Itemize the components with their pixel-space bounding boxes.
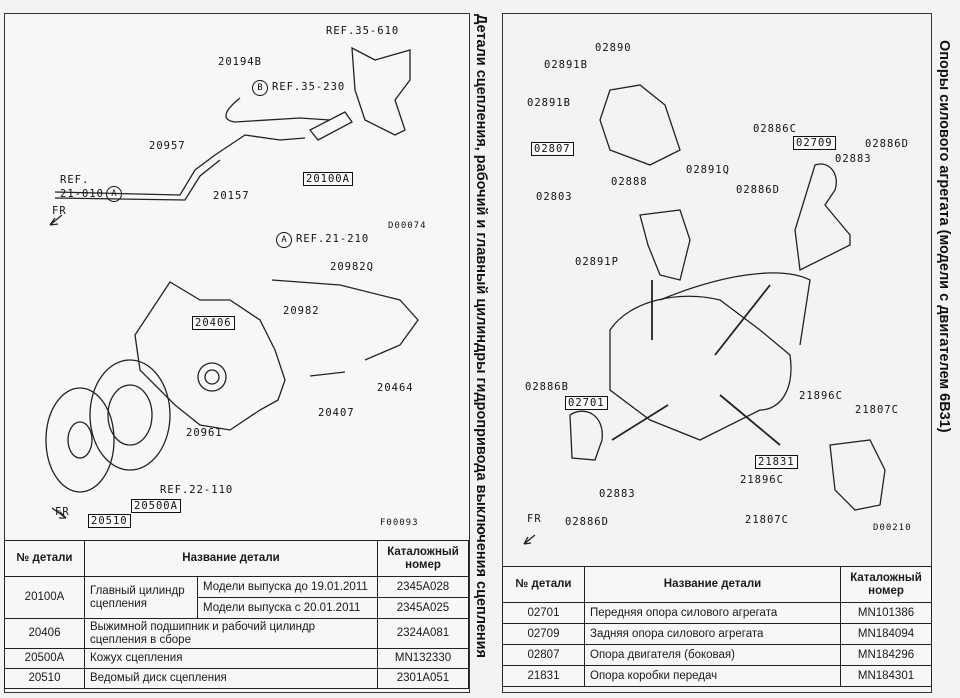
label-ref-35-610: REF.35-610 bbox=[326, 25, 400, 37]
catalog-no: MN184094 bbox=[841, 624, 932, 645]
label-21896c-2: 21896C bbox=[740, 474, 784, 486]
clutch-disc-hub bbox=[68, 422, 92, 458]
header-part-name: Название детали bbox=[85, 541, 378, 577]
header-part-no: № детали bbox=[503, 567, 585, 603]
label-02883-2: 02883 bbox=[599, 488, 636, 500]
label-02888: 02888 bbox=[611, 176, 648, 188]
part-name: Задняя опора силового агрегата bbox=[585, 624, 841, 645]
clutch-cover-inner bbox=[108, 385, 152, 445]
part-name: Опора двигателя (боковая) bbox=[585, 645, 841, 666]
release-bearing bbox=[198, 363, 226, 391]
label-20957: 20957 bbox=[149, 140, 186, 152]
label-02891p: 02891P bbox=[575, 256, 619, 268]
label-circle-b: B bbox=[252, 80, 271, 96]
catalog-no: MN101386 bbox=[841, 603, 932, 624]
label-circle-a: A bbox=[106, 186, 125, 202]
part-name: Передняя опора силового агрегата bbox=[585, 603, 841, 624]
label-02891q: 02891Q bbox=[686, 164, 730, 176]
label-02709: 02709 bbox=[793, 136, 836, 150]
label-ref-35-230: REF.35-230 bbox=[272, 81, 346, 93]
transmission-housing bbox=[135, 282, 285, 430]
table-row bbox=[5, 577, 469, 598]
label-20500a: 20500A bbox=[131, 499, 181, 513]
table-row bbox=[5, 649, 469, 669]
part-no: 21831 bbox=[503, 666, 585, 687]
label-fr-top: FR bbox=[52, 205, 67, 217]
catalog-no: 2345A028 bbox=[378, 577, 469, 598]
label-02891b-2: 02891B bbox=[527, 97, 571, 109]
right-page-vertical-title: Опоры силового агрегата (модели с двигателем 6B31) bbox=[936, 40, 952, 433]
table-row bbox=[503, 624, 932, 645]
label-fr-right: FR bbox=[527, 513, 542, 525]
label-02701: 02701 bbox=[565, 396, 608, 410]
label-d00074: D00074 bbox=[388, 221, 427, 231]
part-no: 20406 bbox=[5, 619, 85, 649]
variant-note: Модели выпуска с 20.01.2011 bbox=[198, 598, 378, 619]
part-no: 02709 bbox=[503, 624, 585, 645]
table-header-row bbox=[5, 541, 469, 577]
part-no: 02807 bbox=[503, 645, 585, 666]
table-row bbox=[503, 666, 932, 687]
label-02886c: 02886C bbox=[753, 123, 797, 135]
label-02886d-3: 02886D bbox=[565, 516, 609, 528]
pedal-bracket bbox=[352, 48, 410, 135]
clutch-disc bbox=[46, 388, 114, 492]
reservoir-hose bbox=[226, 98, 330, 122]
part-no: 02701 bbox=[503, 603, 585, 624]
label-ref-21-210: REF.21-210 bbox=[296, 233, 370, 245]
label-20157: 20157 bbox=[213, 190, 250, 202]
label-20961: 20961 bbox=[186, 427, 223, 439]
table-row bbox=[5, 619, 469, 649]
label-02886d-1: 02886D bbox=[865, 138, 909, 150]
label-21831: 21831 bbox=[755, 455, 798, 469]
label-21-010: 21-010 bbox=[60, 188, 104, 200]
table-row bbox=[5, 669, 469, 689]
label-f00093: F00093 bbox=[380, 518, 419, 528]
slave-pipe-20407 bbox=[310, 372, 345, 376]
label-02886d-2: 02886D bbox=[736, 184, 780, 196]
label-fr-bottom: FR bbox=[55, 506, 70, 518]
release-bearing-inner bbox=[205, 370, 219, 384]
label-02886b: 02886B bbox=[525, 381, 569, 393]
label-02883-1: 02883 bbox=[835, 153, 872, 165]
label-21807c-1: 21807C bbox=[855, 404, 899, 416]
label-d00210: D00210 bbox=[873, 523, 912, 533]
label-20100a: 20100A bbox=[303, 172, 353, 186]
master-cylinder bbox=[310, 112, 352, 140]
label-ref-22-110: REF.22-110 bbox=[160, 484, 234, 496]
power-unit-mounts-table bbox=[502, 566, 932, 687]
label-21896c-1: 21896C bbox=[799, 390, 843, 402]
catalog-no: MN184296 bbox=[841, 645, 932, 666]
label-20510: 20510 bbox=[88, 514, 131, 528]
clutch-cover bbox=[90, 360, 170, 470]
label-20982: 20982 bbox=[283, 305, 320, 317]
header-part-name: Название детали bbox=[585, 567, 841, 603]
label-20464: 20464 bbox=[377, 382, 414, 394]
catalog-no: MN132330 bbox=[378, 649, 469, 669]
label-02890: 02890 bbox=[595, 42, 632, 54]
release-line-20464 bbox=[272, 280, 418, 360]
part-name: Ведомый диск сцепления bbox=[85, 669, 378, 689]
part-no: 20510 bbox=[5, 669, 85, 689]
label-circle-a-bottom: A bbox=[276, 232, 295, 248]
part-no: 20100A bbox=[5, 577, 85, 619]
part-name: Главный цилиндр сцепления bbox=[85, 577, 198, 619]
part-name: Кожух сцепления bbox=[85, 649, 378, 669]
label-20406: 20406 bbox=[192, 316, 235, 330]
variant-note: Модели выпуска до 19.01.2011 bbox=[198, 577, 378, 598]
catalog-no: 2324A081 bbox=[378, 619, 469, 649]
header-part-no: № детали bbox=[5, 541, 85, 577]
label-02891b-1: 02891B bbox=[544, 59, 588, 71]
part-no: 20500A bbox=[5, 649, 85, 669]
part-name: Опора коробки передач bbox=[585, 666, 841, 687]
label-20407: 20407 bbox=[318, 407, 355, 419]
label-02807: 02807 bbox=[531, 142, 574, 156]
label-21807c-2: 21807C bbox=[745, 514, 789, 526]
part-name: Выжимной подшипник и рабочий цилиндр сцепления в сборе bbox=[85, 619, 378, 649]
table-row bbox=[503, 603, 932, 624]
header-catalog-no: Каталожный номер bbox=[378, 541, 469, 577]
label-02803: 02803 bbox=[536, 191, 573, 203]
header-catalog-no: Каталожный номер bbox=[841, 567, 932, 603]
left-page-vertical-title: Детали сцепления, рабочий и главный цилиндры гидропривода выключения сцепления bbox=[473, 14, 489, 659]
catalog-no: 2345A025 bbox=[378, 598, 469, 619]
catalog-no: 2301A051 bbox=[378, 669, 469, 689]
label-20194b: 20194B bbox=[218, 56, 262, 68]
clutch-parts-table bbox=[4, 540, 469, 689]
catalog-no: MN184301 bbox=[841, 666, 932, 687]
table-header-row bbox=[503, 567, 932, 603]
label-ref: REF. bbox=[60, 174, 90, 186]
label-20982q: 20982Q bbox=[330, 261, 374, 273]
table-row bbox=[503, 645, 932, 666]
